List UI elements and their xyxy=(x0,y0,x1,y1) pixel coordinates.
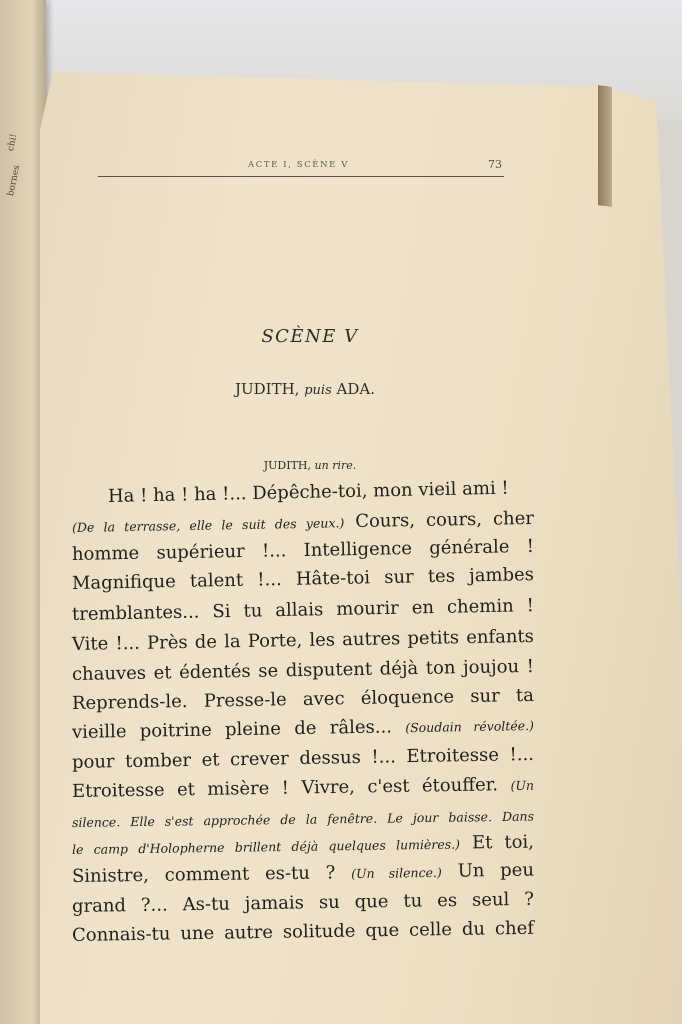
dialogue-segment: vieille poitrine pleine de râles... xyxy=(71,716,406,743)
dialogue-segment: chauves et édentés se disputent déjà ton joujou ! xyxy=(71,655,535,685)
dialogue-segment: pour tomber et crever dessus !... Etroitesse !... xyxy=(71,743,535,773)
characters-stage-direction: puis xyxy=(304,383,332,398)
dialogue-segment: Magnifique talent !... Hâte-toi sur tes jambes xyxy=(71,564,535,594)
page-edge-shadow xyxy=(598,85,612,206)
dialogue-segment: Cours, cours, cher xyxy=(344,507,535,533)
dialogue-segment: Ha ! ha ! ha !... Dépêche-toi, mon vieil ami ! xyxy=(107,477,509,507)
left-page-fragment: bornes xyxy=(6,164,23,198)
speaker-stage-direction: un rire. xyxy=(314,459,357,472)
dialogue-segment: Vite !... Près de la Porte, les autres petits enfants xyxy=(71,625,535,655)
dialogue-segment: homme supérieur !... Intelligence générale ! xyxy=(71,535,535,565)
characters-line xyxy=(180,380,430,398)
page-number: 73 xyxy=(488,158,502,171)
dialogue-segment: Etroitesse et misère ! Vivre, c'est étouffer. xyxy=(71,774,511,802)
character-judith: JUDITH, xyxy=(234,380,300,398)
dialogue-segment: grand ?... As-tu jamais su que tu es seul ? xyxy=(71,888,535,917)
stage-direction: le camp d'Holopherne brillent déjà quelques lumières.) xyxy=(71,836,461,857)
running-title: ACTE I, SCÈNE V xyxy=(248,160,349,170)
stage-direction: (De la terrasse, elle le suit des yeux.) xyxy=(71,515,345,535)
running-head xyxy=(98,158,504,177)
stage-direction: (Soudain révoltée.) xyxy=(405,717,535,736)
left-page-fragment: chi! xyxy=(6,133,20,153)
stage-direction: (Un silence.) xyxy=(351,864,442,882)
left-page-edge xyxy=(0,0,46,1024)
stage-direction: silence. Elle s'est approchée de la fenêtre. Le jour baisse. Dans xyxy=(71,808,535,830)
character-ada: ADA. xyxy=(336,380,376,398)
stage-direction: (Un xyxy=(510,777,535,794)
speaker-name: JUDITH, xyxy=(263,459,312,472)
dialogue-segment: Connais-tu une autre solitude que celle du chef xyxy=(71,917,535,946)
dialogue-segment: Un peu xyxy=(441,859,535,882)
scene-title: SCÈNE V xyxy=(261,326,359,347)
dialogue-segment: Reprends-le. Presse-le avec éloquence sur ta xyxy=(71,684,535,714)
dialogue-segment: Sinistre, comment es-tu ? xyxy=(71,862,352,887)
dialogue-segment: tremblantes... Si tu allais mourir en chemin ! xyxy=(71,595,535,625)
speaker-heading xyxy=(230,459,390,472)
dialogue-segment: Et toi, xyxy=(459,831,535,854)
